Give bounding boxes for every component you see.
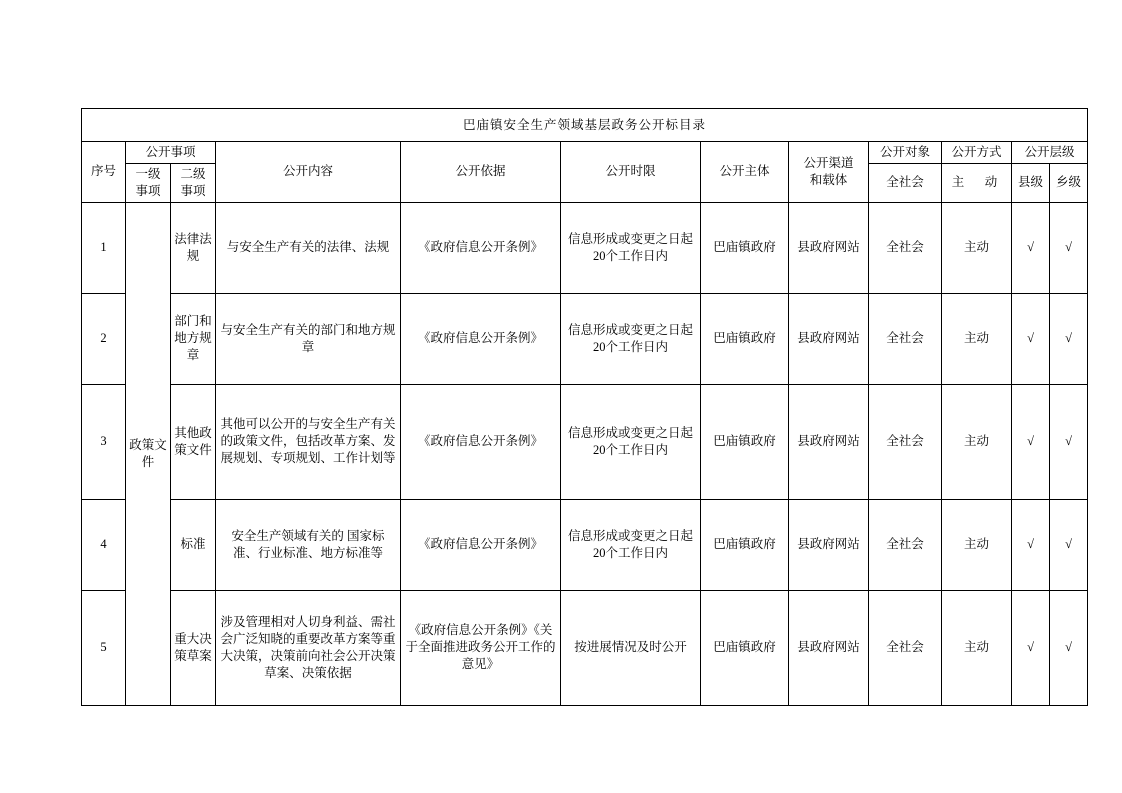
row-level2: 法律法规 <box>171 202 216 293</box>
header-mode-group: 公开方式 <box>942 142 1012 164</box>
row-level-county: √ <box>1012 384 1050 499</box>
row-channel: 县政府网站 <box>789 499 869 590</box>
row-object: 全社会 <box>869 499 942 590</box>
page-title: 巴庙镇安全生产领域基层政务公开标目录 <box>82 109 1088 142</box>
header-level1 <box>126 163 171 202</box>
row-basis: 《政府信息公开条例》《关于全面推进政务公开工作的意见》 <box>401 590 561 705</box>
row-mode: 主动 <box>942 590 1012 705</box>
row-object: 全社会 <box>869 590 942 705</box>
header-level-county: 县级 <box>1012 163 1050 202</box>
row-basis: 《政府信息公开条例》 <box>401 202 561 293</box>
header-level1-line2: 事项 <box>135 183 161 198</box>
header-subject: 公开主体 <box>701 142 789 203</box>
row-subject: 巴庙镇政府 <box>701 384 789 499</box>
row-mode: 主动 <box>942 293 1012 384</box>
table-row <box>82 293 1088 384</box>
header-object-value: 全社会 <box>869 163 942 202</box>
header-level2-line2: 事项 <box>180 183 206 198</box>
row-seq: 2 <box>82 293 126 384</box>
header-seq: 序号 <box>82 142 126 203</box>
row-level-county: √ <box>1012 499 1050 590</box>
table-row <box>82 384 1088 499</box>
row-seq: 4 <box>82 499 126 590</box>
row-seq: 3 <box>82 384 126 499</box>
row-subject: 巴庙镇政府 <box>701 202 789 293</box>
row-time-limit: 信息形成或变更之日起20个工作日内 <box>561 384 701 499</box>
row-level-town: √ <box>1050 590 1088 705</box>
row-level-county: √ <box>1012 293 1050 384</box>
header-level-group: 公开层级 <box>1012 142 1088 164</box>
disclosure-catalog-sheet <box>81 108 1082 706</box>
row-mode: 主动 <box>942 499 1012 590</box>
header-level1-line1: 一级 <box>135 166 161 181</box>
row-level1: 政策文件 <box>126 202 171 705</box>
row-channel: 县政府网站 <box>789 384 869 499</box>
row-channel: 县政府网站 <box>789 590 869 705</box>
row-content: 与安全生产有关的法律、法规 <box>216 202 401 293</box>
row-time-limit: 信息形成或变更之日起20个工作日内 <box>561 499 701 590</box>
row-seq: 1 <box>82 202 126 293</box>
row-content: 其他可以公开的与安全生产有关的政策文件，包括改革方案、发展规划、专项规划、工作计划等 <box>216 384 401 499</box>
row-content: 与安全生产有关的部门和地方规章 <box>216 293 401 384</box>
header-channel-line2: 和载体 <box>809 172 848 187</box>
row-subject: 巴庙镇政府 <box>701 293 789 384</box>
row-level-town: √ <box>1050 499 1088 590</box>
row-basis: 《政府信息公开条例》 <box>401 293 561 384</box>
row-time-limit: 信息形成或变更之日起20个工作日内 <box>561 293 701 384</box>
table-row <box>82 590 1088 705</box>
header-object-group: 公开对象 <box>869 142 942 164</box>
header-level2 <box>171 163 216 202</box>
title-row <box>82 109 1088 142</box>
header-channel-line1: 公开渠道 <box>803 155 854 170</box>
row-level2: 部门和地方规章 <box>171 293 216 384</box>
row-level-county: √ <box>1012 202 1050 293</box>
row-level-town: √ <box>1050 293 1088 384</box>
header-content: 公开内容 <box>216 142 401 203</box>
header-level-town: 乡级 <box>1050 163 1088 202</box>
header-time-limit: 公开时限 <box>561 142 701 203</box>
disclosure-catalog-table <box>81 108 1088 706</box>
table-row <box>82 499 1088 590</box>
row-subject: 巴庙镇政府 <box>701 590 789 705</box>
row-basis: 《政府信息公开条例》 <box>401 499 561 590</box>
row-seq: 5 <box>82 590 126 705</box>
row-level2: 重大决策草案 <box>171 590 216 705</box>
row-level-town: √ <box>1050 202 1088 293</box>
row-mode: 主动 <box>942 202 1012 293</box>
row-object: 全社会 <box>869 202 942 293</box>
row-time-limit: 按进展情况及时公开 <box>561 590 701 705</box>
row-mode: 主动 <box>942 384 1012 499</box>
header-channel <box>789 142 869 203</box>
row-level2: 标准 <box>171 499 216 590</box>
table-row <box>82 202 1088 293</box>
row-subject: 巴庙镇政府 <box>701 499 789 590</box>
row-time-limit: 信息形成或变更之日起20个工作日内 <box>561 202 701 293</box>
row-channel: 县政府网站 <box>789 202 869 293</box>
header-level2-line1: 二级 <box>180 166 206 181</box>
row-level2: 其他政策文件 <box>171 384 216 499</box>
row-object: 全社会 <box>869 293 942 384</box>
row-channel: 县政府网站 <box>789 293 869 384</box>
row-level-county: √ <box>1012 590 1050 705</box>
row-content: 安全生产领域有关的 国家标准、行业标准、地方标准等 <box>216 499 401 590</box>
header-public-matters: 公开事项 <box>126 142 216 164</box>
row-level-town: √ <box>1050 384 1088 499</box>
header-row-1 <box>82 142 1088 164</box>
row-basis: 《政府信息公开条例》 <box>401 384 561 499</box>
row-object: 全社会 <box>869 384 942 499</box>
header-mode-value: 主 动 <box>942 163 1012 202</box>
row-content: 涉及管理相对人切身利益、需社会广泛知晓的重要改革方案等重大决策，决策前向社会公开决策草案、决策依据 <box>216 590 401 705</box>
header-basis: 公开依据 <box>401 142 561 203</box>
